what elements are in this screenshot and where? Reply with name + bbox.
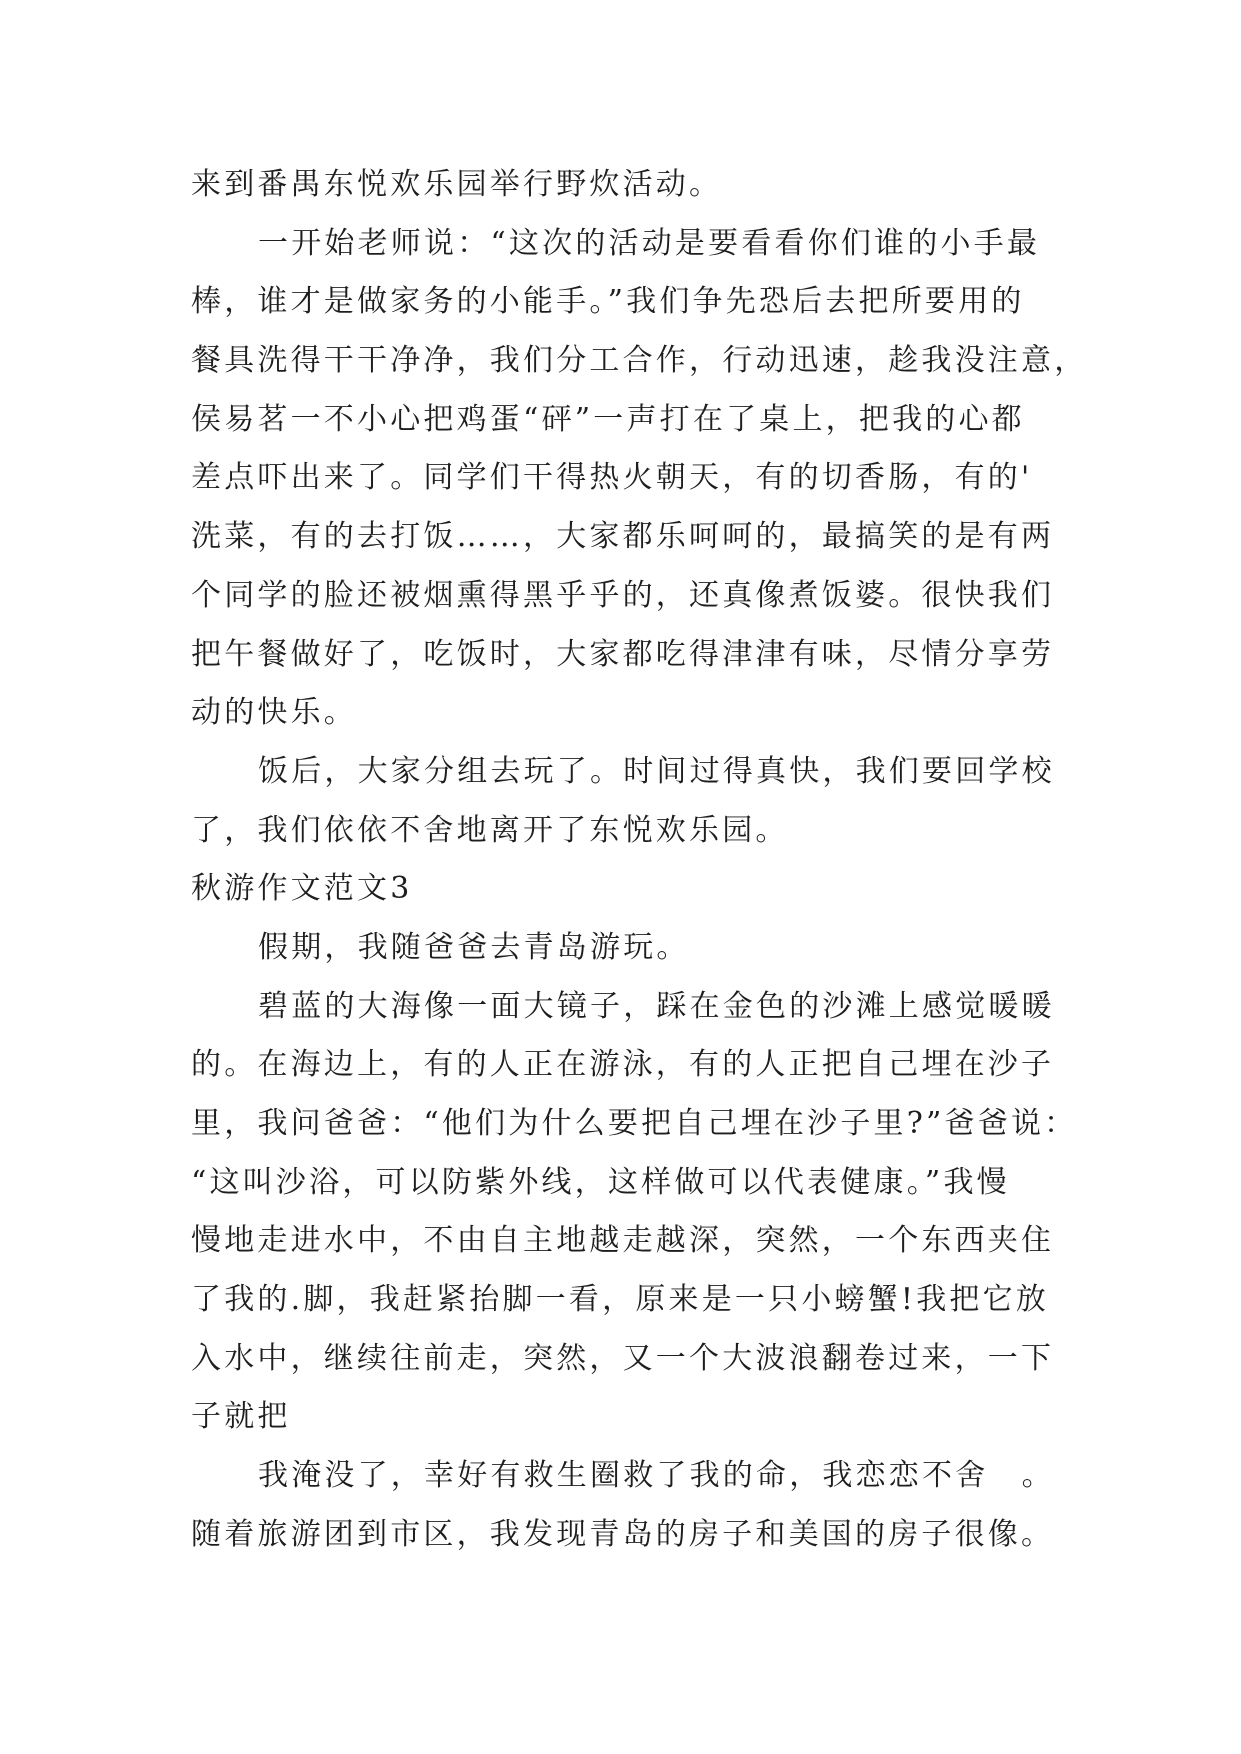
text-line: 随着旅游团到市区，我发现青岛的房子和美国的房子很像。: [191, 1516, 1055, 1552]
text-line: 子就把: [191, 1399, 291, 1435]
section-heading: 秋游作文范文3: [191, 871, 413, 907]
text-line: “这叫沙浴，可以防紫外线，这样做可以代表健康。”我慢: [191, 1164, 1010, 1200]
text-line: 的。在海边上，有的人正在游泳，有的人正把自己埋在沙子: [191, 1047, 1055, 1083]
text-line: 动的快乐。: [191, 695, 357, 731]
text-line: 了，我们依依不舍地离开了东悦欢乐园。: [191, 812, 789, 848]
text-line: 洗菜，有的去打饭……，大家都乐呵呵的，最搞笑的是有两: [191, 519, 1055, 555]
paragraph-start-line: 碧蓝的大海像一面大镜子，踩在金色的沙滩上感觉暖暖: [258, 988, 1055, 1024]
text-line: 把午餐做好了，吃饭时，大家都吃得津津有味，尽情分享劳: [191, 636, 1055, 672]
text-line: 了我的.脚，我赶紧抬脚一看，原来是一只小螃蟹!我把它放: [191, 1282, 1049, 1318]
text-line: 侯易茗一不小心把鸡蛋“砰”一声打在了桌上，把我的心都: [191, 401, 1025, 437]
paragraph-start-line: 一开始老师说：“这次的活动是要看看你们谁的小手最: [258, 225, 1041, 261]
paragraph-start-line: 饭后，大家分组去玩了。时间过得真快，我们要回学校: [258, 753, 1055, 789]
text-line: 慢地走进水中，不由自主地越走越深，突然，一个东西夹住: [191, 1223, 1055, 1259]
paragraph-start-line: 我淹没了，幸好有救生圈救了我的命，我恋恋不舍 。: [258, 1458, 1055, 1494]
text-line: 来到番禺东悦欢乐园举行野炊活动。: [191, 167, 723, 202]
paragraph-start-line: 假期，我随爸爸去青岛游玩。: [258, 929, 690, 965]
document-page: [191, 156, 1131, 1565]
text-line: 差点吓出来了。同学们干得热火朝天，有的切香肠，有的': [191, 460, 1033, 496]
text-line: 个同学的脸还被烟熏得黑乎乎的，还真像煮饭婆。很快我们: [191, 577, 1055, 613]
text-line: 入水中，继续往前走，突然，又一个大波浪翻卷过来，一下: [191, 1340, 1055, 1376]
text-line: 棒，谁才是做家务的小能手。”我们争先恐后去把所要用的: [191, 284, 1025, 320]
text-line: 餐具洗得干干净净，我们分工合作，行动迅速，趁我没注意，: [191, 343, 1088, 379]
text-line: 里，我问爸爸：“他们为什么要把自己埋在沙子里?”爸爸说：: [191, 1106, 1078, 1141]
